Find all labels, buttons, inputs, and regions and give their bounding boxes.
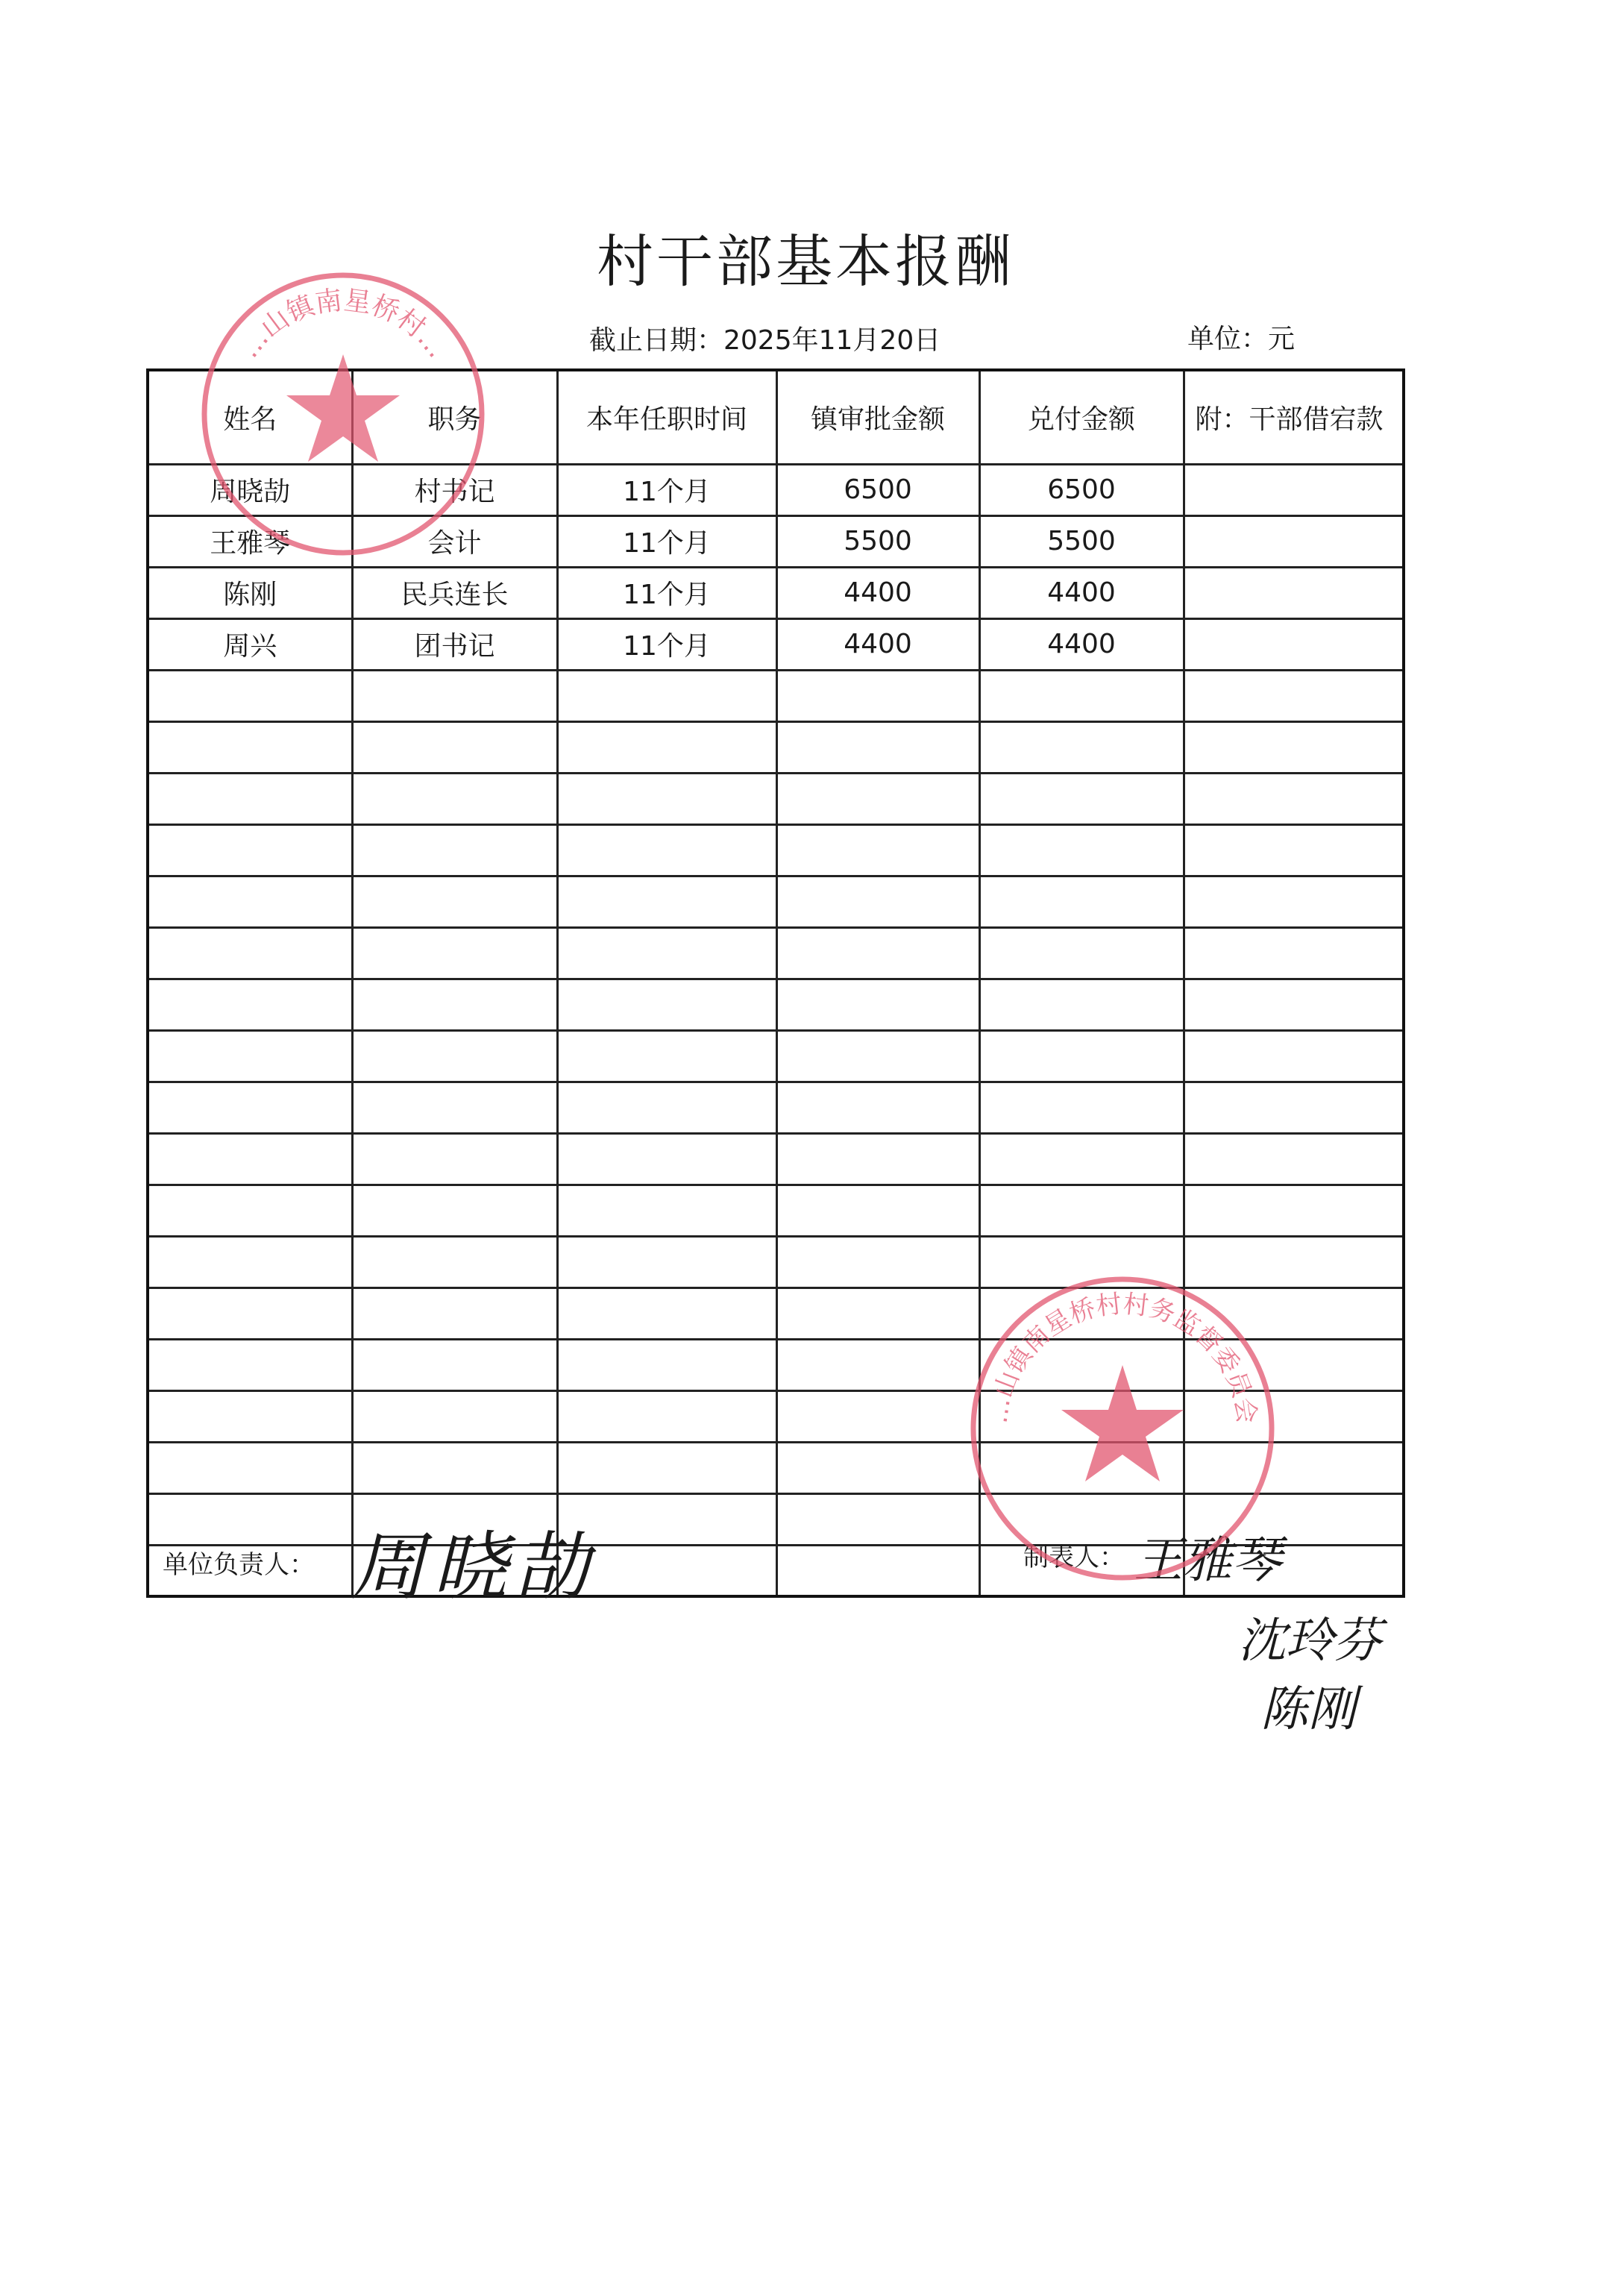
- table-cell: [979, 1339, 1184, 1390]
- table-cell: [1184, 1133, 1404, 1185]
- second-signature: 沈玲芬: [1238, 1613, 1381, 1669]
- table-cell: [979, 979, 1184, 1030]
- column-header: 镇审批金额: [776, 370, 979, 464]
- table-cell: [1184, 1236, 1404, 1287]
- table-cell: [979, 773, 1184, 824]
- table-cell: [148, 1493, 352, 1545]
- table-row: [148, 876, 1404, 927]
- table-cell: [352, 670, 557, 721]
- table-cell: [1184, 1030, 1404, 1082]
- table-cell: [557, 927, 776, 979]
- table-cell: 11个月: [557, 618, 776, 670]
- table-header-row: [148, 370, 1404, 464]
- table-cell: [352, 1390, 557, 1442]
- table-cell: [1184, 464, 1404, 515]
- table-cell: [148, 876, 352, 927]
- table-row: [148, 1287, 1404, 1339]
- table-cell: [776, 670, 979, 721]
- table-cell: 会计: [352, 515, 557, 567]
- table-cell: [148, 1390, 352, 1442]
- table-cell: [776, 721, 979, 773]
- table-cell: [352, 1442, 557, 1493]
- table-row: [148, 464, 1404, 515]
- table-cell: [979, 1442, 1184, 1493]
- table-cell: [557, 1339, 776, 1390]
- table-cell: [557, 1030, 776, 1082]
- table-cell: [776, 773, 979, 824]
- table-cell: [148, 1442, 352, 1493]
- table-cell: [979, 1390, 1184, 1442]
- table-cell: [352, 876, 557, 927]
- table-cell: [557, 1390, 776, 1442]
- table-cell: [979, 824, 1184, 876]
- table-row: [148, 979, 1404, 1030]
- table-cell: [1184, 515, 1404, 567]
- table-cell: [776, 1082, 979, 1133]
- table-cell: [1184, 618, 1404, 670]
- table-cell: [1184, 876, 1404, 927]
- table-cell: [1184, 927, 1404, 979]
- table-cell: [979, 721, 1184, 773]
- table-cell: 4400: [776, 618, 979, 670]
- svg-text:…山镇南星桥村…: …山镇南星桥村…: [234, 285, 452, 364]
- table-cell: [776, 1287, 979, 1339]
- table-cell: 4400: [979, 567, 1184, 618]
- table-cell: 周晓劼: [148, 464, 352, 515]
- table-cell: [352, 1339, 557, 1390]
- table-cell: [776, 824, 979, 876]
- table-row: [148, 1133, 1404, 1185]
- table-cell: [148, 1287, 352, 1339]
- column-header: 本年任职时间: [557, 370, 776, 464]
- table-body: [148, 464, 1404, 1596]
- table-cell: [352, 927, 557, 979]
- table-cell: 4400: [979, 618, 1184, 670]
- table-cell: [1184, 979, 1404, 1030]
- table-row: [148, 824, 1404, 876]
- table-cell: 11个月: [557, 464, 776, 515]
- table-cell: [1184, 1082, 1404, 1133]
- table-row: [148, 670, 1404, 721]
- table-cell: [148, 1133, 352, 1185]
- table-cell: [776, 1493, 979, 1545]
- table-cell: [979, 1236, 1184, 1287]
- table-row: [148, 515, 1404, 567]
- table-cell: [557, 670, 776, 721]
- table-cell: 5500: [776, 515, 979, 567]
- table-cell: [148, 927, 352, 979]
- table-row: [148, 1082, 1404, 1133]
- table-cell: [148, 979, 352, 1030]
- preparer-signature: 王雅琴: [1134, 1531, 1281, 1589]
- table-cell: [979, 1030, 1184, 1082]
- deadline-date: 截止日期：2025年11月20日: [589, 325, 941, 356]
- table-cell: [557, 1133, 776, 1185]
- table-cell: [776, 927, 979, 979]
- leader-signature: 周晓劼: [351, 1523, 597, 1610]
- table-cell: [148, 721, 352, 773]
- payroll-table: [146, 368, 1405, 1598]
- table-cell: [776, 1339, 979, 1390]
- table-cell: [352, 773, 557, 824]
- table-cell: [352, 1287, 557, 1339]
- table-cell: [557, 1442, 776, 1493]
- table-cell: 6500: [979, 464, 1184, 515]
- table-cell: [1184, 670, 1404, 721]
- table-cell: [1184, 1442, 1404, 1493]
- table-cell: [979, 1185, 1184, 1236]
- table-cell: [979, 1133, 1184, 1185]
- preparer-label: 制表人：: [1023, 1543, 1125, 1572]
- table-cell: [148, 1082, 352, 1133]
- table-cell: [557, 979, 776, 1030]
- table-row: [148, 1339, 1404, 1390]
- third-signature: 陈刚: [1260, 1682, 1356, 1737]
- table-row: [148, 773, 1404, 824]
- table-cell: [557, 1185, 776, 1236]
- table-cell: [148, 1030, 352, 1082]
- column-header: 职务: [352, 370, 557, 464]
- table-cell: [557, 1287, 776, 1339]
- column-header: 姓名: [148, 370, 352, 464]
- table-row: [148, 567, 1404, 618]
- table-cell: [776, 1030, 979, 1082]
- table-cell: [1184, 1185, 1404, 1236]
- table-row: [148, 1236, 1404, 1287]
- table-row: [148, 927, 1404, 979]
- table-cell: 民兵连长: [352, 567, 557, 618]
- table-cell: [979, 670, 1184, 721]
- table-cell: [352, 1133, 557, 1185]
- table-cell: 王雅琴: [148, 515, 352, 567]
- table-row: [148, 1185, 1404, 1236]
- table-row: [148, 1390, 1404, 1442]
- table-cell: 团书记: [352, 618, 557, 670]
- table-cell: [776, 1442, 979, 1493]
- column-header: 兑付金额: [979, 370, 1184, 464]
- table-cell: [557, 1236, 776, 1287]
- table-cell: [1184, 1390, 1404, 1442]
- table-cell: [776, 1390, 979, 1442]
- table-cell: [1184, 567, 1404, 618]
- currency-unit: 单位：元: [1187, 324, 1296, 354]
- table-cell: [776, 979, 979, 1030]
- table-cell: [1184, 1339, 1404, 1390]
- document-title: 村干部基本报酬: [597, 228, 1014, 295]
- table-cell: [776, 1133, 979, 1185]
- table-cell: [557, 721, 776, 773]
- table-cell: [1184, 824, 1404, 876]
- table-cell: [979, 1287, 1184, 1339]
- leader-label: 单位负责人：: [163, 1550, 315, 1580]
- table-cell: [352, 979, 557, 1030]
- table-cell: [352, 1082, 557, 1133]
- table-cell: 4400: [776, 567, 979, 618]
- table-cell: [979, 876, 1184, 927]
- table-cell: [148, 773, 352, 824]
- table-cell: [776, 1185, 979, 1236]
- svg-text:…山镇南星桥村村务监督委员会: …山镇南星桥村村务监督委员会: [983, 1289, 1262, 1425]
- table-cell: 周兴: [148, 618, 352, 670]
- table-cell: 村书记: [352, 464, 557, 515]
- table-cell: 11个月: [557, 567, 776, 618]
- table-row: [148, 618, 1404, 670]
- table-cell: [557, 1082, 776, 1133]
- table-cell: [148, 1339, 352, 1390]
- table-cell: [352, 1185, 557, 1236]
- table-cell: [557, 773, 776, 824]
- table-cell: [1184, 721, 1404, 773]
- table-row: [148, 721, 1404, 773]
- table-cell: [776, 1545, 979, 1596]
- table-row: [148, 1030, 1404, 1082]
- table-cell: [148, 1185, 352, 1236]
- table-cell: [776, 1236, 979, 1287]
- table-cell: 5500: [979, 515, 1184, 567]
- table-cell: [352, 1030, 557, 1082]
- table-cell: [148, 824, 352, 876]
- table-cell: [979, 1082, 1184, 1133]
- table-cell: [1184, 773, 1404, 824]
- table-cell: [352, 824, 557, 876]
- table-cell: [1184, 1287, 1404, 1339]
- table-cell: 陈刚: [148, 567, 352, 618]
- table-row: [148, 1442, 1404, 1493]
- table-cell: [776, 876, 979, 927]
- table-cell: [979, 927, 1184, 979]
- table-cell: [557, 876, 776, 927]
- column-header: 附：干部借宕款: [1184, 370, 1404, 464]
- table-cell: 6500: [776, 464, 979, 515]
- table-cell: 11个月: [557, 515, 776, 567]
- table-cell: [352, 1236, 557, 1287]
- table-cell: [148, 670, 352, 721]
- table-cell: [352, 721, 557, 773]
- table-cell: [148, 1236, 352, 1287]
- table-cell: [557, 824, 776, 876]
